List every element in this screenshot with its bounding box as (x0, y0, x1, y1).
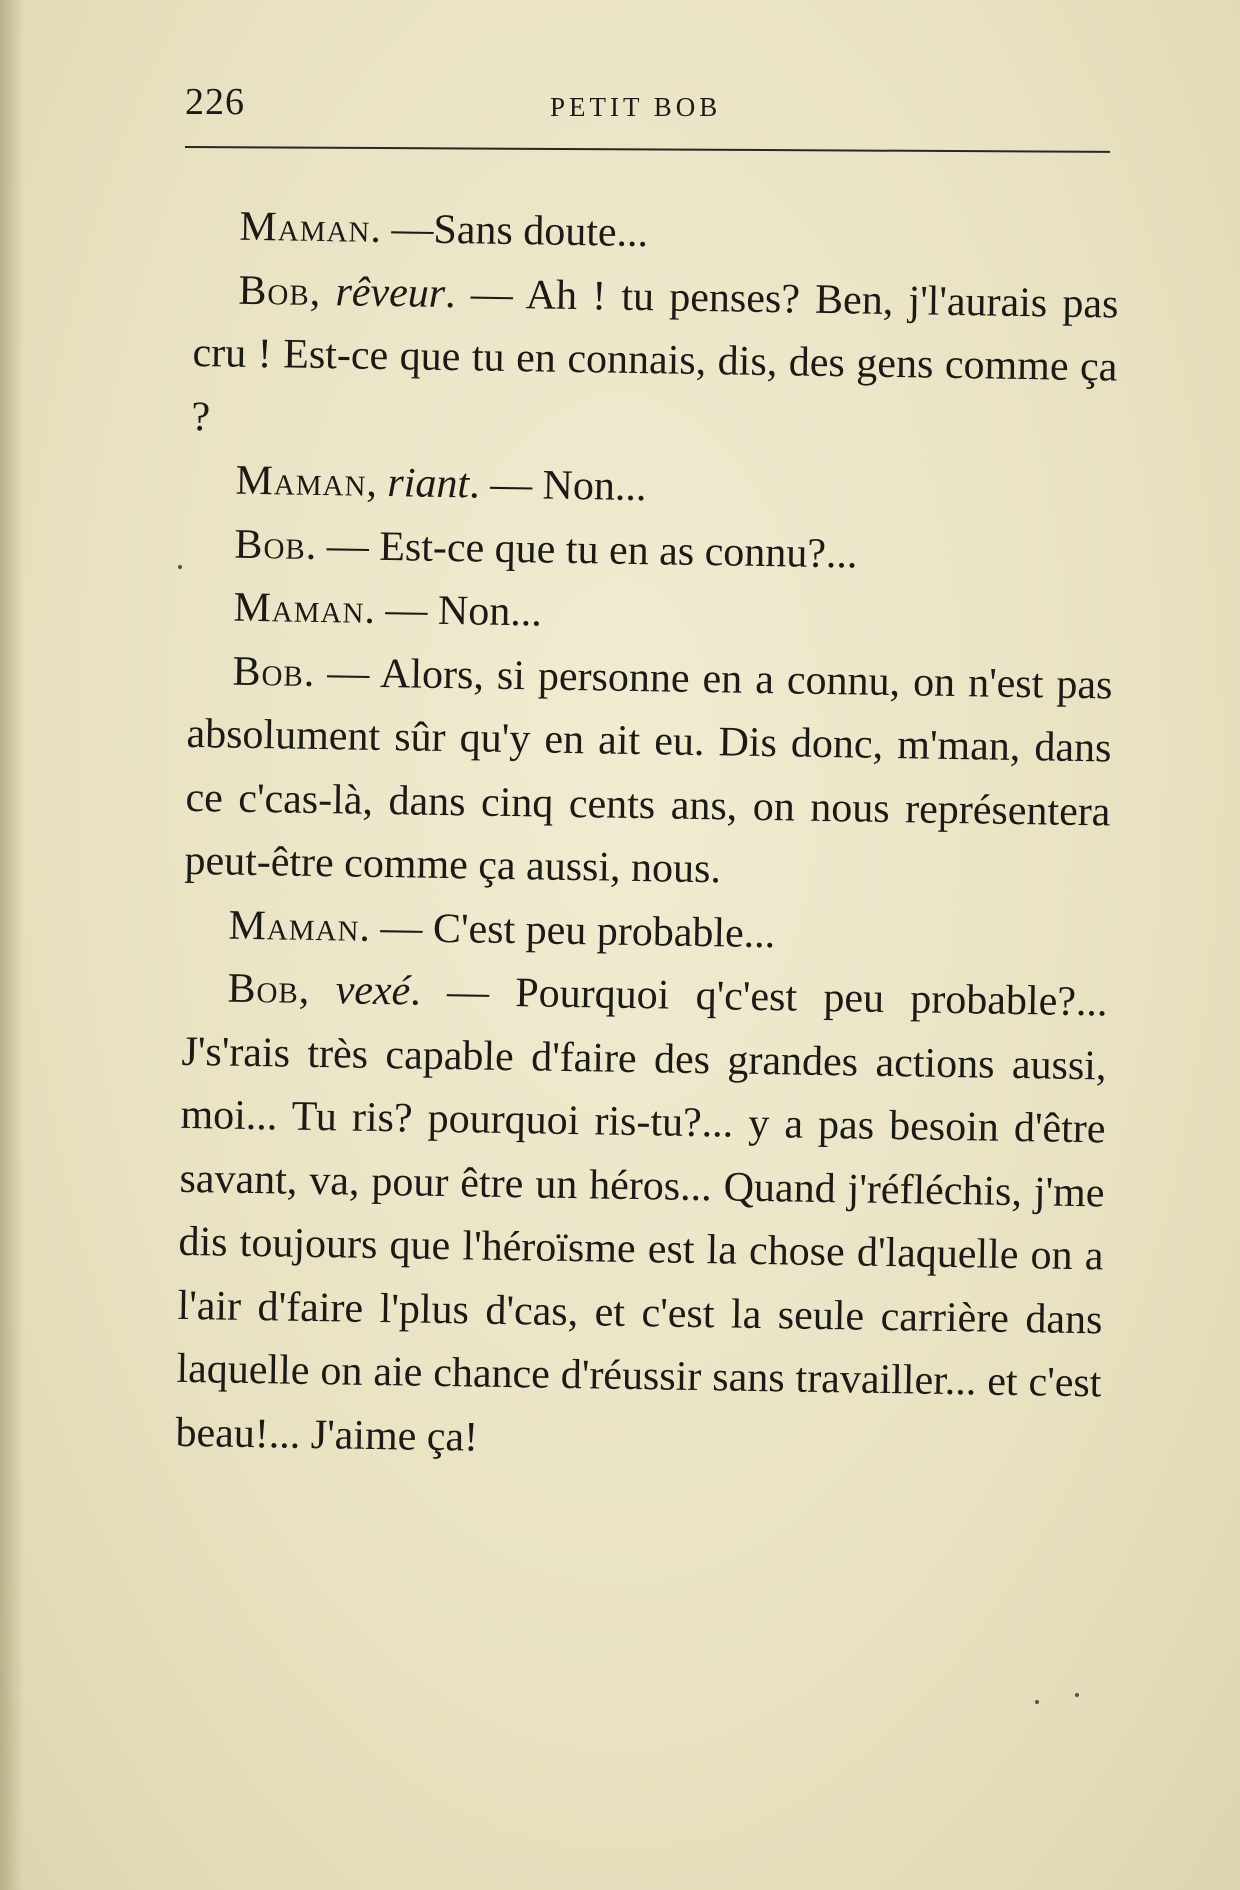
speaker-name: Maman (235, 457, 367, 506)
stage-direction: riant (387, 460, 470, 508)
dialogue-line: Bob, vexé. — Pourquoi q'c'est peu probable?... J's'rais très capable d'faire des grandes actions aussi, moi... Tu ris? pourquoi ris-tu?... y a pas besoin d'être savant, va, pour être un héros... Quand j'réfléchis, j'me dis toujours que l'héroïsme est la chose d'laquelle on a l'air d'faire l'plus d'cas, et c'est la seule carrière dans laquelle on aie chance d'réussir sans travailler... et c'est beau!... J'aime ça! (175, 965, 1108, 1461)
line-text: — Pourquoi q'c'est peu probable?... J's'rais très capable d'faire des grandes actions aussi, moi... Tu ris? pourquoi ris-tu?... y a pas besoin d'être savant, va, pour être un héros... Quand j'réfléchis, j'me dis toujours que l'héroïsme est la chose d'laquelle on a l'air d'faire l'plus d'cas, et c'est la seule carrière dans laquelle on aie chance d'réussir sans travailler... et c'est beau!... J'aime ça! (175, 969, 1108, 1461)
speaker-separator: . (359, 904, 381, 951)
spine-shadow (0, 0, 24, 1890)
line-text: — Ah ! tu penses? Ben, j'l'aurais pas cru ! Est-ce que tu en connais, dis, des gens comme ça ? (191, 270, 1119, 440)
speaker-separator: . (305, 522, 328, 569)
ink-speck (1035, 1700, 1039, 1704)
dialogue-line: Bob, rêveur. — Ah ! tu penses? Ben, j'l'aurais pas cru ! Est-ce que tu en connais, dis, des gens comme ça ? (191, 267, 1119, 440)
speaker-separator: . (370, 205, 392, 253)
dialogue-line: Maman, riant. — Non... (235, 457, 647, 511)
speaker-separator: . (303, 649, 328, 696)
line-text: —Sans doute... (391, 206, 649, 257)
stage-direction: rêveur (335, 268, 446, 317)
ink-speck (178, 565, 182, 569)
line-text: — Non... (489, 461, 647, 511)
header-rule (185, 146, 1110, 153)
stage-direction: vexé (335, 967, 411, 1015)
line-text: — Alors, si personne en a connu, on n'est pas absolument sûr qu'y en ait eu. Dis donc, m'man, dans ce c'cas-là, dans cinq cents ans, on nous représentera peut-être comme ça aussi, nous. (184, 649, 1113, 893)
page-header (185, 80, 1115, 140)
line-text: — Non... (385, 587, 543, 636)
speaker-name: Maman (239, 203, 371, 252)
line-text: — C'est peu probable... (380, 904, 776, 957)
ink-speck (1075, 1693, 1079, 1697)
running-head: PETIT BOB (550, 92, 722, 122)
speaker-name: Maman (228, 902, 360, 951)
dialogue-text (175, 195, 1120, 1479)
speaker-name: Bob (232, 648, 305, 696)
speaker-name: Bob (234, 521, 307, 569)
speaker-separator: . (444, 270, 472, 317)
speaker-separator: . (364, 586, 386, 634)
dialogue-line (184, 639, 1113, 907)
speaker-name: Bob (227, 965, 300, 1013)
speaker-separator: . (409, 968, 448, 1016)
line-text: — Est-ce que tu en as connu?... (326, 522, 858, 577)
page-number: 226 (185, 81, 245, 123)
speaker-name: Maman (233, 584, 365, 633)
speaker-separator: . (468, 461, 491, 508)
speaker-name: Bob (238, 267, 311, 315)
